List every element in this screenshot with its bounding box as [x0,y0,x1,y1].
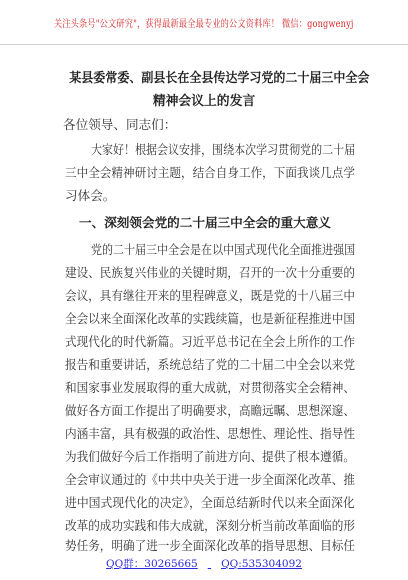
section1-line-10: 为我们做好今后工作指明了前进方向、提供了根本遵循。 [65,449,355,464]
qq-group-link[interactable]: QQ群：30265665 [106,558,198,570]
section1-line-14: 势任务，明确了进一步全面深化改革的指导思想、目标任 [65,538,355,553]
qq-link[interactable]: QQ:535304092 [221,558,302,570]
section1-line-7: 和国家事业发展取得的重大成就，对贯彻落实全会精神、 [65,380,355,395]
intro-line-1: 大家好！根据会议安排，围绕本次学习贯彻党的二十届 [91,142,356,157]
document-title-line-2: 精神会议上的发言 [152,94,256,109]
section1-line-4: 全会以来全面深化改革的实践续篇，也是新征程推进中国 [65,311,355,326]
intro-line-2: 三中全会精神研讨主题，结合自身工作，下面我谈几点学 [65,165,355,180]
header-banner [0,0,408,45]
section1-line-13: 改革的成功实践和伟大成就，深刻分析当前改革面临的形 [65,518,355,533]
intro-line-3: 习体会。 [65,188,116,203]
section1-line-3: 会议，具有继往开来的里程碑意义，既是党的十八届三中 [65,288,355,303]
document-title-line-1: 某县委常委、副县长在全县传达学习党的二十届三中全会 [69,71,370,86]
promo-text: 关注头条号"公文研究"，获得最新最全最专业的公文资料库！ 微信：gongwenyj [54,18,354,30]
salutation: 各位领导、同志们： [63,117,177,132]
section1-line-11: 全会审议通过的《中共中央关于进一步全面深化改革、推 [65,472,355,487]
section1-line-8: 做好各方面工作提出了明确要求，高瞻远瞩、思想深邃、 [65,403,355,418]
section-heading-1: 一、深刻领会党的二十届三中全会的重大意义 [79,215,331,230]
section1-line-9: 内涵丰富，具有极强的政治性、思想性、理论性、指导性 [65,426,355,441]
section1-line-6: 报告和重要讲话，系统总结了党的二十届二中全会以来党 [65,357,355,372]
footer [0,556,408,571]
section1-line-2: 建设、民族复兴伟业的关键时期，召开的一次十分重要的 [65,265,355,280]
section1-line-12: 进中国式现代化的决定》，全面总结新时代以来全面深化 [65,495,355,510]
section1-line-5: 式现代化的时代新篇。习近平总书记在全会上所作的工作 [65,334,355,349]
section1-line-1: 党的二十届三中全会是在以中国式现代化全面推进强国 [91,242,356,257]
